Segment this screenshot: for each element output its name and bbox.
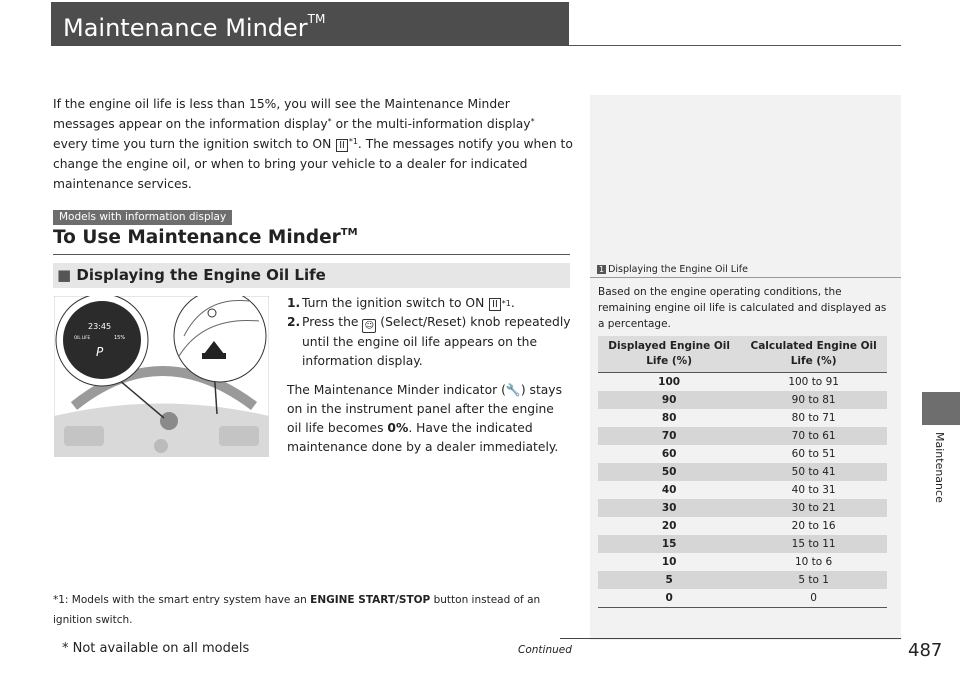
continued-label: Continued bbox=[518, 644, 572, 656]
displayed-value: 15 bbox=[598, 535, 740, 553]
step-2: 2. Press the ☺ (Select/Reset) knob repeatedly until the engine oil life appears on the information display. bbox=[287, 315, 571, 368]
ignition-key-icon: II bbox=[489, 298, 501, 311]
footnote: *1: Models with the smart entry system have an ENGINE START/STOP button instead of an ignition switch. bbox=[53, 594, 541, 626]
table-row bbox=[598, 571, 887, 589]
model-tag: Models with information display bbox=[53, 210, 232, 225]
svg-text:15%: 15% bbox=[114, 335, 126, 341]
footer-rule bbox=[560, 638, 901, 639]
section-tab bbox=[922, 392, 960, 425]
calculated-value: 30 to 21 bbox=[740, 499, 887, 517]
steps-list bbox=[287, 294, 572, 457]
displayed-value: 5 bbox=[598, 571, 740, 589]
oil-life-table bbox=[598, 336, 887, 608]
svg-text:P: P bbox=[96, 345, 104, 359]
calculated-value: 70 to 61 bbox=[740, 427, 887, 445]
indicator-paragraph: The Maintenance Minder indicator (🔧) stays on in the instrument panel after the engine oil life becomes 0%. Have the indicated maintenance done by a dealer immediately. bbox=[287, 383, 562, 454]
not-available-note: * Not available on all models bbox=[62, 641, 250, 656]
displayed-value: 50 bbox=[598, 463, 740, 481]
calculated-value: 80 to 71 bbox=[791, 412, 836, 424]
col-header-calculated: Calculated Engine Oil Life (%) bbox=[740, 336, 887, 373]
sidebar-heading: 1 Displaying the Engine Oil Life bbox=[599, 264, 748, 275]
calculated-value: 100 to 91 bbox=[788, 376, 839, 388]
sidebar-body: Based on the engine operating conditions, the remaining engine oil life is calculated and displayed as a percentage. bbox=[598, 286, 887, 330]
section-rule bbox=[53, 254, 570, 255]
page-title: Maintenance Minder™ bbox=[63, 12, 326, 42]
displayed-value: 20 bbox=[661, 520, 677, 532]
page-number: 487 bbox=[908, 640, 943, 661]
table-row bbox=[598, 589, 887, 608]
calculated-value: 15 to 11 bbox=[740, 535, 887, 553]
table-row bbox=[598, 499, 887, 517]
sidebar-rule bbox=[590, 277, 901, 278]
intro-paragraph: If the engine oil life is less than 15%, you will see the Maintenance Minder messages appear on the information display* or the multi-information display* every time you turn the ignition switch to ON II $^{*1}$. The messages notify you when to change the engine oil, or when to bring your vehicle to a dealer for indicated maintenance services. bbox=[53, 97, 573, 191]
table-row bbox=[598, 463, 887, 481]
displayed-value: 60 bbox=[661, 448, 677, 460]
calculated-value: 5 to 1 bbox=[740, 571, 887, 589]
table-row bbox=[598, 553, 887, 571]
svg-text:23:45: 23:45 bbox=[88, 322, 112, 331]
select-reset-knob-icon: ☺ bbox=[362, 319, 376, 333]
displayed-value: 80 bbox=[661, 412, 677, 424]
trademark-mark: TM bbox=[307, 12, 326, 26]
step-1: 1. Turn the ignition switch to ON II $^{*1}$. bbox=[287, 296, 515, 310]
col-header-displayed: Displayed Engine Oil Life (%) bbox=[598, 336, 740, 373]
calculated-value: 0 bbox=[740, 589, 887, 608]
calculated-value: 10 to 6 bbox=[794, 556, 833, 568]
table-row bbox=[598, 535, 887, 553]
displayed-value: 100 bbox=[658, 376, 681, 388]
svg-text:OIL LIFE: OIL LIFE bbox=[74, 335, 91, 340]
displayed-value: 40 bbox=[661, 484, 677, 496]
dashboard-illustration bbox=[54, 296, 269, 457]
table-row bbox=[598, 481, 887, 499]
wrench-icon: 🔧 bbox=[505, 383, 521, 397]
calculated-value: 20 to 16 bbox=[791, 520, 836, 532]
displayed-value: 90 bbox=[598, 391, 740, 409]
displayed-value: 10 bbox=[661, 556, 677, 568]
table-row bbox=[598, 409, 887, 427]
displayed-value: 70 bbox=[598, 427, 740, 445]
table-row bbox=[598, 445, 887, 463]
displayed-value: 0 bbox=[598, 589, 740, 608]
table-row bbox=[598, 517, 887, 535]
calculated-value: 50 to 41 bbox=[740, 463, 887, 481]
calculated-value: 60 to 51 bbox=[791, 448, 836, 460]
calculated-value: 40 to 31 bbox=[791, 484, 836, 496]
section-heading: To Use Maintenance Minder™ bbox=[53, 227, 358, 248]
subsection-heading: ■ Displaying the Engine Oil Life bbox=[57, 266, 326, 284]
ignition-key-icon: II bbox=[336, 139, 348, 152]
calculated-value: 90 to 81 bbox=[740, 391, 887, 409]
table-row bbox=[598, 391, 887, 409]
displayed-value: 30 bbox=[598, 499, 740, 517]
table-row bbox=[598, 427, 887, 445]
table-row bbox=[598, 373, 887, 392]
title-rule bbox=[569, 45, 901, 46]
reference-icon: 1 bbox=[599, 265, 605, 274]
section-tab-label: Maintenance bbox=[933, 432, 946, 503]
